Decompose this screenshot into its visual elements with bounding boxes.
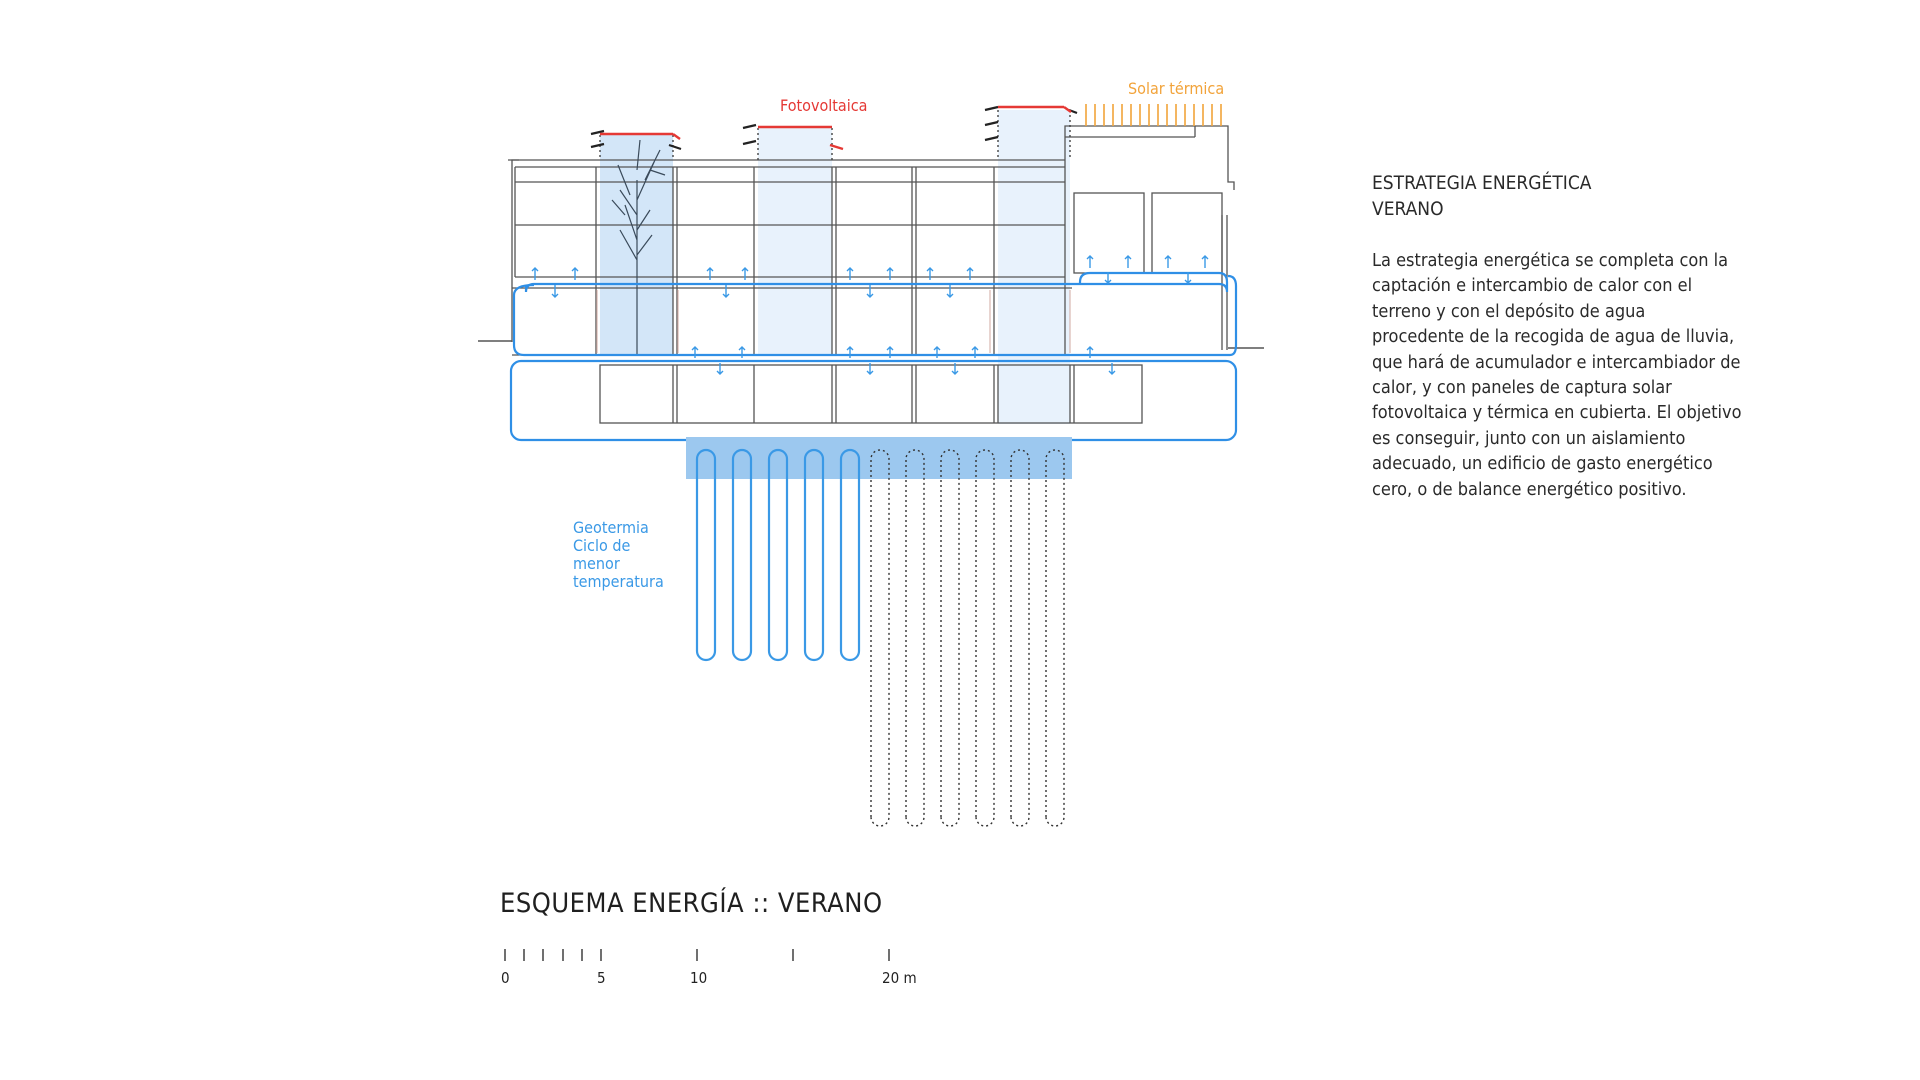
geothermal-probes-inactive — [871, 450, 1064, 826]
geothermal-label — [573, 519, 683, 591]
strategy-description: La estrategia energética se completa con la captación e intercambio de calor con el terreno y con el depósito de agua procedente de la recogida de agua de lluvia, que hará de acumulador e intercambiador de calor, y con paneles de captura solar fotovoltaica y térmica en cubierta. El objetivo es conseguir, junto con un aislamiento adecuado, un edificio de gasto energético cero, o de balance energético positivo. — [1372, 250, 1742, 500]
strategy-title-line: VERANO — [1372, 198, 1444, 220]
scale-bar — [505, 949, 889, 961]
geothermal-label-line: Ciclo de — [573, 536, 631, 555]
scale-label-5: 5 — [597, 969, 606, 987]
geothermal-label-line: menor — [573, 554, 620, 573]
central-courtyard — [758, 128, 832, 355]
heat-exchanger-bar — [686, 437, 1072, 479]
geothermal-label-line: Geotermia — [573, 518, 649, 537]
scale-label-10: 10 — [690, 969, 708, 987]
photovoltaic-label: Fotovoltaica — [780, 96, 868, 115]
right-courtyard — [998, 110, 1070, 424]
scale-label-20m: 20 m — [882, 969, 917, 987]
geothermal-label-line: temperatura — [573, 572, 664, 591]
geothermal-probes-active — [697, 450, 859, 660]
scale-label-0: 0 — [501, 969, 510, 987]
solar-thermal-label: Solar térmica — [1128, 79, 1225, 98]
courtyards — [600, 110, 1070, 424]
main-title: ESQUEMA ENERGÍA :: VERANO — [500, 888, 883, 919]
strategy-title-line: ESTRATEGIA ENERGÉTICA — [1372, 172, 1592, 194]
solar-thermal-collectors — [1086, 104, 1221, 126]
strategy-title — [1372, 170, 1591, 222]
